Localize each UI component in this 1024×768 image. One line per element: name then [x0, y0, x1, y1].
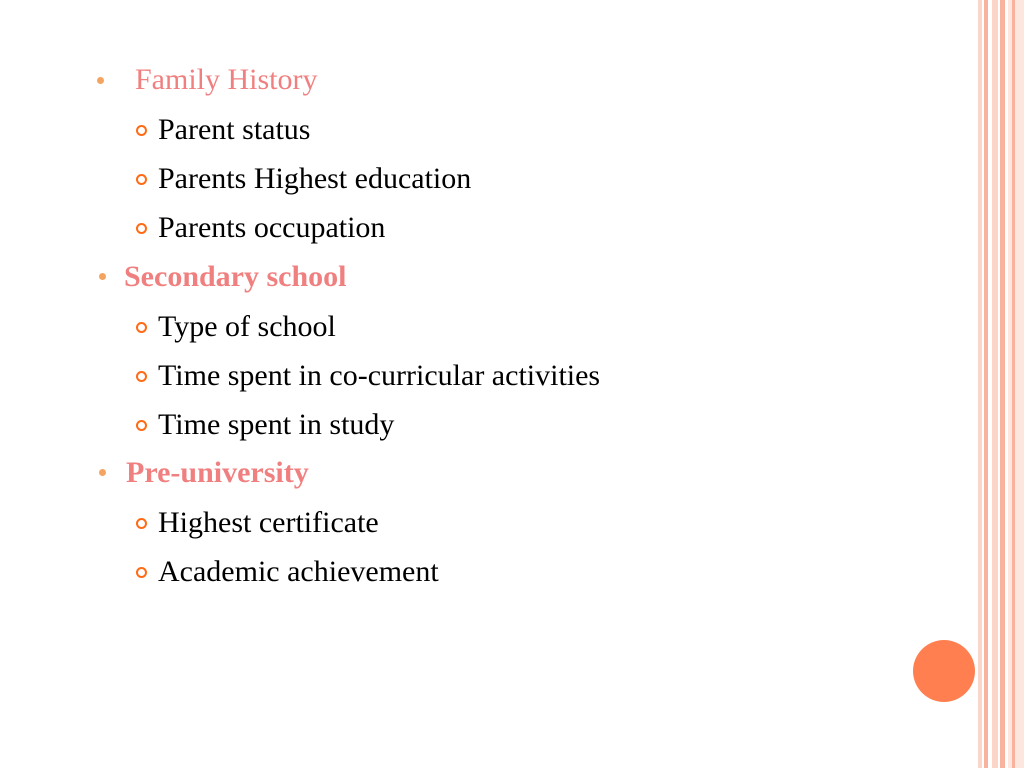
- list-item: Parents Highest education: [158, 162, 472, 195]
- section-heading-secondary-school: Secondary school: [124, 260, 347, 293]
- border-stripe: [1008, 0, 1024, 768]
- item-bullet-icon: [136, 420, 147, 431]
- section-bullet-icon: [97, 77, 104, 84]
- list-item: Parent status: [158, 113, 311, 146]
- list-item: Academic achievement: [158, 555, 439, 588]
- item-bullet-icon: [136, 518, 147, 529]
- item-bullet-icon: [136, 322, 147, 333]
- item-bullet-icon: [136, 174, 147, 185]
- section-bullet-icon: [99, 469, 106, 476]
- decorative-circle-icon: [913, 640, 975, 702]
- section-bullet-icon: [99, 273, 106, 280]
- border-stripe: [1012, 0, 1015, 768]
- section-heading-pre-university: Pre-university: [126, 456, 309, 489]
- border-stripe: [1000, 0, 1005, 768]
- list-item: Highest certificate: [158, 506, 379, 539]
- list-item: Time spent in study: [158, 408, 395, 441]
- border-stripe: [992, 0, 998, 768]
- item-bullet-icon: [136, 223, 147, 234]
- section-heading-family-history: Family History: [135, 63, 318, 96]
- item-bullet-icon: [136, 371, 147, 382]
- list-item: Type of school: [158, 310, 336, 343]
- list-item: Time spent in co-curricular activities: [158, 359, 601, 392]
- item-bullet-icon: [136, 125, 147, 136]
- item-bullet-icon: [136, 567, 147, 578]
- border-stripe: [984, 0, 988, 768]
- list-item: Parents occupation: [158, 211, 386, 244]
- border-stripe: [978, 0, 982, 768]
